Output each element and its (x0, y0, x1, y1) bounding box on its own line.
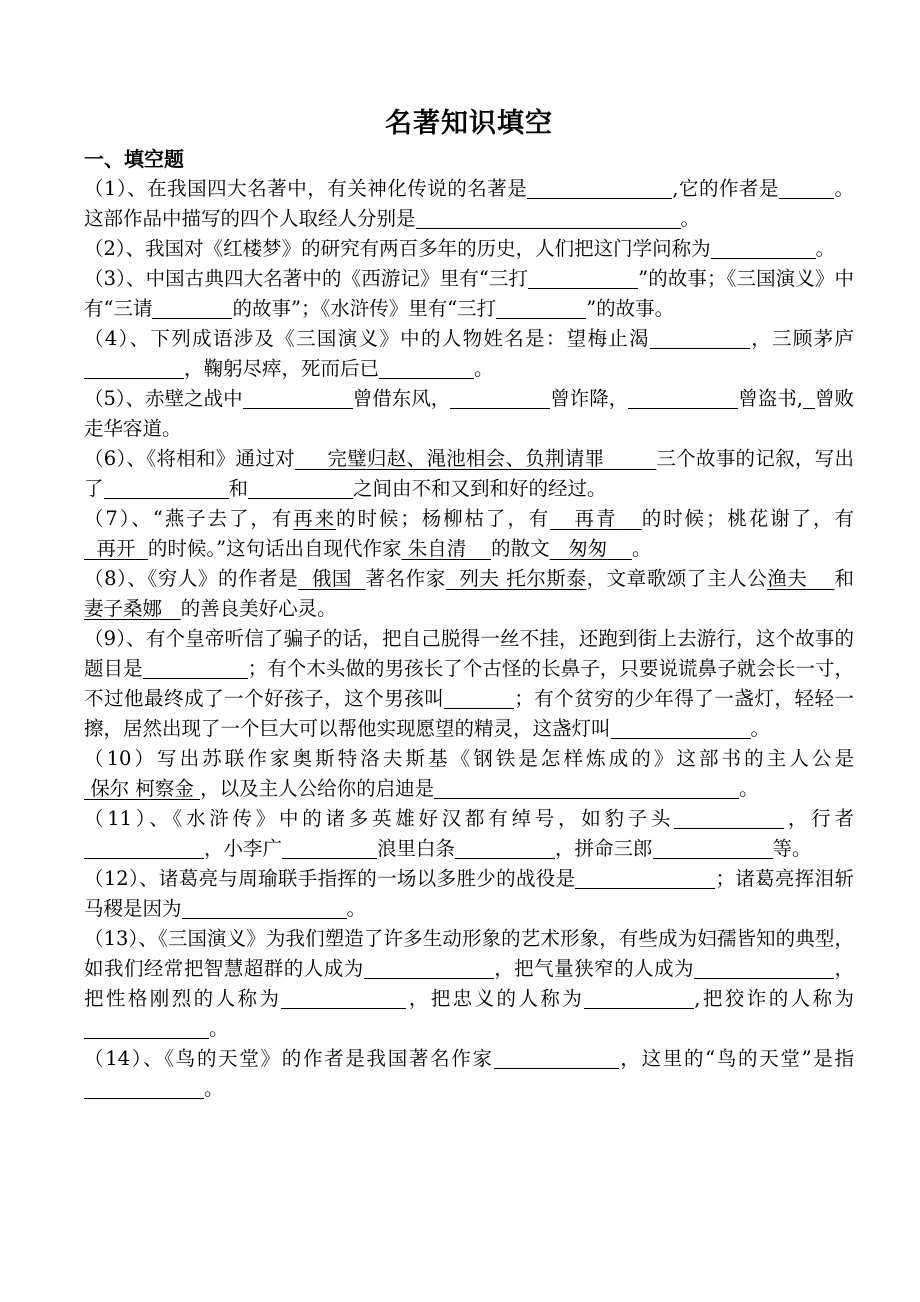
blank-input[interactable] (528, 266, 638, 289)
question-6: （6）、《将相和》通过对 完璧归赵、渑池相会、负荆请罪 三个故事的记叙，写出了 和 之间由不和又到和好的经过。 (84, 447, 854, 500)
question-14: （14）、《鸟的天堂》的作者是我国著名作家 ，这里的“鸟的天堂”是指。 (84, 1047, 854, 1100)
filled-answer: 完璧归赵、渑池相会、负荆请罪 (327, 447, 605, 470)
blank-input[interactable] (455, 836, 555, 859)
blank-input[interactable] (84, 1016, 209, 1039)
blank-input[interactable] (143, 656, 248, 679)
blank-input[interactable] (674, 806, 784, 829)
filled-answer: 朱自清 (407, 537, 467, 560)
blank-input[interactable] (779, 176, 834, 199)
question-5: （5）、赤壁之战中 曾借东风， 曾诈降， 曾盗书, 曾败走华容道。 (84, 387, 854, 440)
worksheet-page (84, 104, 854, 1104)
blank-input[interactable] (364, 956, 494, 979)
filled-answer: 俄国 (311, 567, 352, 590)
filled-answer: 再来 (293, 507, 337, 530)
filled-answer: 保尔 柯察金 (90, 777, 194, 800)
blank-input[interactable] (248, 476, 353, 499)
blank-input[interactable] (104, 476, 229, 499)
blank-input[interactable] (84, 356, 184, 379)
question-10: （10）写出苏联作家奥斯特洛夫斯基《钢铁是怎样炼成的》这部书的主人公是 保尔 柯察金 ，以及主人公给你的启迪是 。 (84, 747, 854, 800)
blank-input[interactable] (444, 686, 514, 709)
question-8: （8）、《穷人》的作者是 俄国 著名作家 列夫 托尔斯泰，文章歌颂了主人公渔夫 和妻子桑娜 的善良美好心灵。 (84, 567, 854, 620)
filled-answer: 渔夫 (767, 567, 808, 590)
filled-answer: 妻子桑娜 (84, 597, 163, 620)
question-13: （13）、《三国演义》为我们塑造了许多生动形象的艺术形象，有些成为妇孺皆知的典型，如我们经常把智慧超群的人成为 ，把气量狭窄的人成为 ，把性格刚烈的人称为 ，把忠义的人称为 ,把狡诈的人称为。 (84, 927, 854, 1040)
blank-input[interactable] (694, 956, 834, 979)
page-title: 名著知识填空 (385, 108, 553, 139)
blank-input[interactable] (152, 296, 232, 319)
question-4: （4）、下列成语涉及《三国演义》中的人物姓名是：望梅止渴 ，三顾茅庐，鞠躬尽瘁，死而后已 。 (84, 327, 854, 380)
blank-input[interactable] (84, 836, 204, 859)
blank-input[interactable] (84, 1076, 204, 1099)
blank-input[interactable] (281, 986, 406, 1009)
blank-input[interactable] (711, 236, 816, 259)
filled-answer: 再青 (574, 507, 618, 530)
blank-input[interactable] (584, 986, 694, 1009)
blank-input[interactable] (243, 386, 353, 409)
question-12: （12）、诸葛亮与周瑜联手指挥的一场以多胜少的战役是 ；诸葛亮挥泪斩马稷是因为 。 (84, 867, 854, 920)
blank-input[interactable] (803, 386, 815, 409)
question-1: （1）、在我国四大名著中，有关神化传说的名著是 ,它的作者是 。这部作品中描写的四个人取经人分别是 。 (84, 177, 854, 230)
blank-input[interactable] (628, 386, 738, 409)
blank-input[interactable] (653, 836, 773, 859)
blank-input[interactable] (416, 206, 681, 229)
question-7: （7）、“燕子去了，有再来的时候；杨柳枯了，有 再青 的时候；桃花谢了，有 再开 的时候。”这句话出自现代作家 朱自清 的散文 匆匆 。 (84, 507, 854, 560)
section-heading: 一、填空题 (84, 147, 184, 171)
blank-input[interactable] (496, 296, 586, 319)
blank-input[interactable] (611, 716, 751, 739)
blank-input[interactable] (527, 176, 672, 199)
blank-input[interactable] (282, 836, 377, 859)
question-3: （3）、中国古典四大名著中的《西游记》里有“三打 ”的故事；《三国演义》中有“三请 的故事”；《水浒传》里有“三打 ”的故事。 (84, 267, 854, 320)
blank-input[interactable] (434, 776, 739, 799)
blank-input[interactable] (650, 326, 750, 349)
blank-input[interactable] (575, 866, 715, 889)
blank-input[interactable] (494, 1046, 619, 1069)
blank-input[interactable] (450, 386, 550, 409)
question-11: （11）、《水浒传》中的诸多英雄好汉都有绰号，如豹子头 ，行者，小李广 浪里白条 ，拼命三郎 等。 (84, 807, 854, 860)
filled-answer: 列夫 托尔斯泰 (459, 567, 587, 590)
question-9: （9）、有个皇帝听信了骗子的话，把自己脱得一丝不挂，还跑到街上去游行，这个故事的题目是 ；有个木头做的男孩长了个古怪的长鼻子，只要说谎鼻子就会长一寸，不过他最终成了一个好孩子，这个男孩叫 ；有个贫穷的少年得了一盏灯，轻轻一擦，居然出现了一个巨大可以帮他实现愿望的精灵，这盏灯叫 。 (84, 627, 854, 740)
filled-answer: 匆匆 (568, 537, 608, 560)
blank-input[interactable] (182, 896, 347, 919)
question-2: （2）、我国对《红楼梦》的研究有两百多年的历史，人们把这门学问称为 。 (84, 237, 836, 260)
blank-input[interactable] (379, 356, 474, 379)
filled-answer: 再开 (96, 537, 136, 560)
